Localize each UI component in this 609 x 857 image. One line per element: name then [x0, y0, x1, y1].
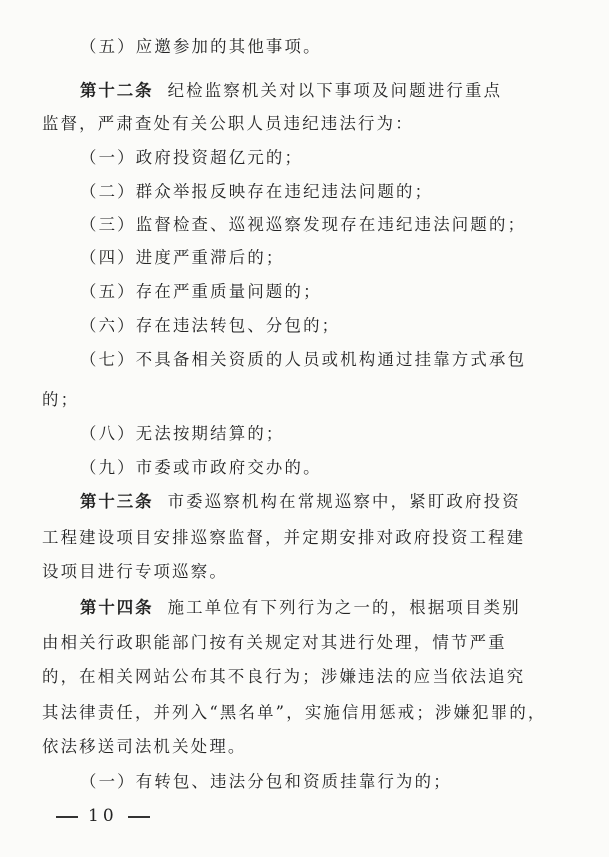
text-line: 的； — [42, 390, 80, 409]
text-line: 工程建设项目安排巡察监督，并定期安排对政府投资工程建 — [42, 528, 526, 547]
paragraph-line — [0, 114, 609, 134]
list-item — [0, 772, 609, 792]
paragraph-line — [0, 667, 609, 687]
text-line: 监督，严肃查处有关公职人员违纪违法行为： — [42, 114, 414, 133]
text-line: （四）进度严重滞后的； — [80, 248, 285, 267]
list-item — [0, 37, 609, 57]
list-item — [0, 148, 609, 168]
text-line: （五）存在严重质量问题的； — [80, 282, 322, 301]
paragraph-line — [0, 562, 609, 582]
list-item — [0, 350, 609, 370]
text-line: 由相关行政职能部门按有关规定对其进行处理，情节严重 — [42, 633, 507, 652]
list-item — [0, 248, 609, 268]
text-line: （六）存在违法转包、分包的； — [80, 316, 341, 335]
text-line: 其法律责任，并列入“黑名单”，实施信用惩戒；涉嫌犯罪的， — [42, 703, 547, 722]
article-12-heading: 第十二条 — [80, 81, 154, 100]
text-line: （八）无法按期结算的； — [80, 424, 285, 443]
paragraph-line — [0, 703, 609, 723]
article-12-first-line — [0, 81, 609, 101]
paragraph-line — [0, 390, 609, 410]
paragraph-line — [0, 633, 609, 653]
text-line: （一）政府投资超亿元的； — [80, 148, 304, 167]
text-line: （五）应邀参加的其他事项。 — [80, 37, 322, 56]
text-line: （二）群众举报反映存在违纪违法问题的； — [80, 182, 434, 201]
article-14-first-line — [0, 598, 609, 618]
article-14-heading: 第十四条 — [80, 598, 154, 617]
text-line: 纪检监察机关对以下事项及问题进行重点 — [167, 81, 503, 100]
article-13-heading: 第十三条 — [80, 492, 154, 511]
list-item — [0, 458, 609, 478]
footer-dash-right — [128, 816, 150, 818]
text-line: 依法移送司法机关处理。 — [42, 737, 247, 756]
text-line: 的，在相关网站公布其不良行为；涉嫌违法的应当依法追究 — [42, 667, 526, 686]
text-line: （九）市委或市政府交办的。 — [80, 458, 322, 477]
text-line: 市委巡察机构在常规巡察中，紧盯政府投资 — [167, 492, 521, 511]
list-item — [0, 182, 609, 202]
list-item — [0, 215, 609, 235]
footer-dash-left — [56, 816, 78, 818]
article-13-first-line — [0, 492, 609, 512]
paragraph-line — [0, 528, 609, 548]
text-line: （七）不具备相关资质的人员或机构通过挂靠方式承包 — [80, 350, 527, 369]
list-item — [0, 316, 609, 336]
page-number: 10 — [88, 806, 118, 826]
list-item — [0, 424, 609, 444]
paragraph-line — [0, 737, 609, 757]
text-line: 设项目进行专项巡察。 — [42, 562, 228, 581]
list-item — [0, 282, 609, 302]
text-line: 施工单位有下列行为之一的，根据项目类别 — [167, 598, 521, 617]
page-footer — [46, 806, 160, 826]
text-line: （三）监督检查、巡视巡察发现存在违纪违法问题的； — [80, 215, 527, 234]
text-line: （一）有转包、违法分包和资质挂靠行为的； — [80, 772, 452, 791]
